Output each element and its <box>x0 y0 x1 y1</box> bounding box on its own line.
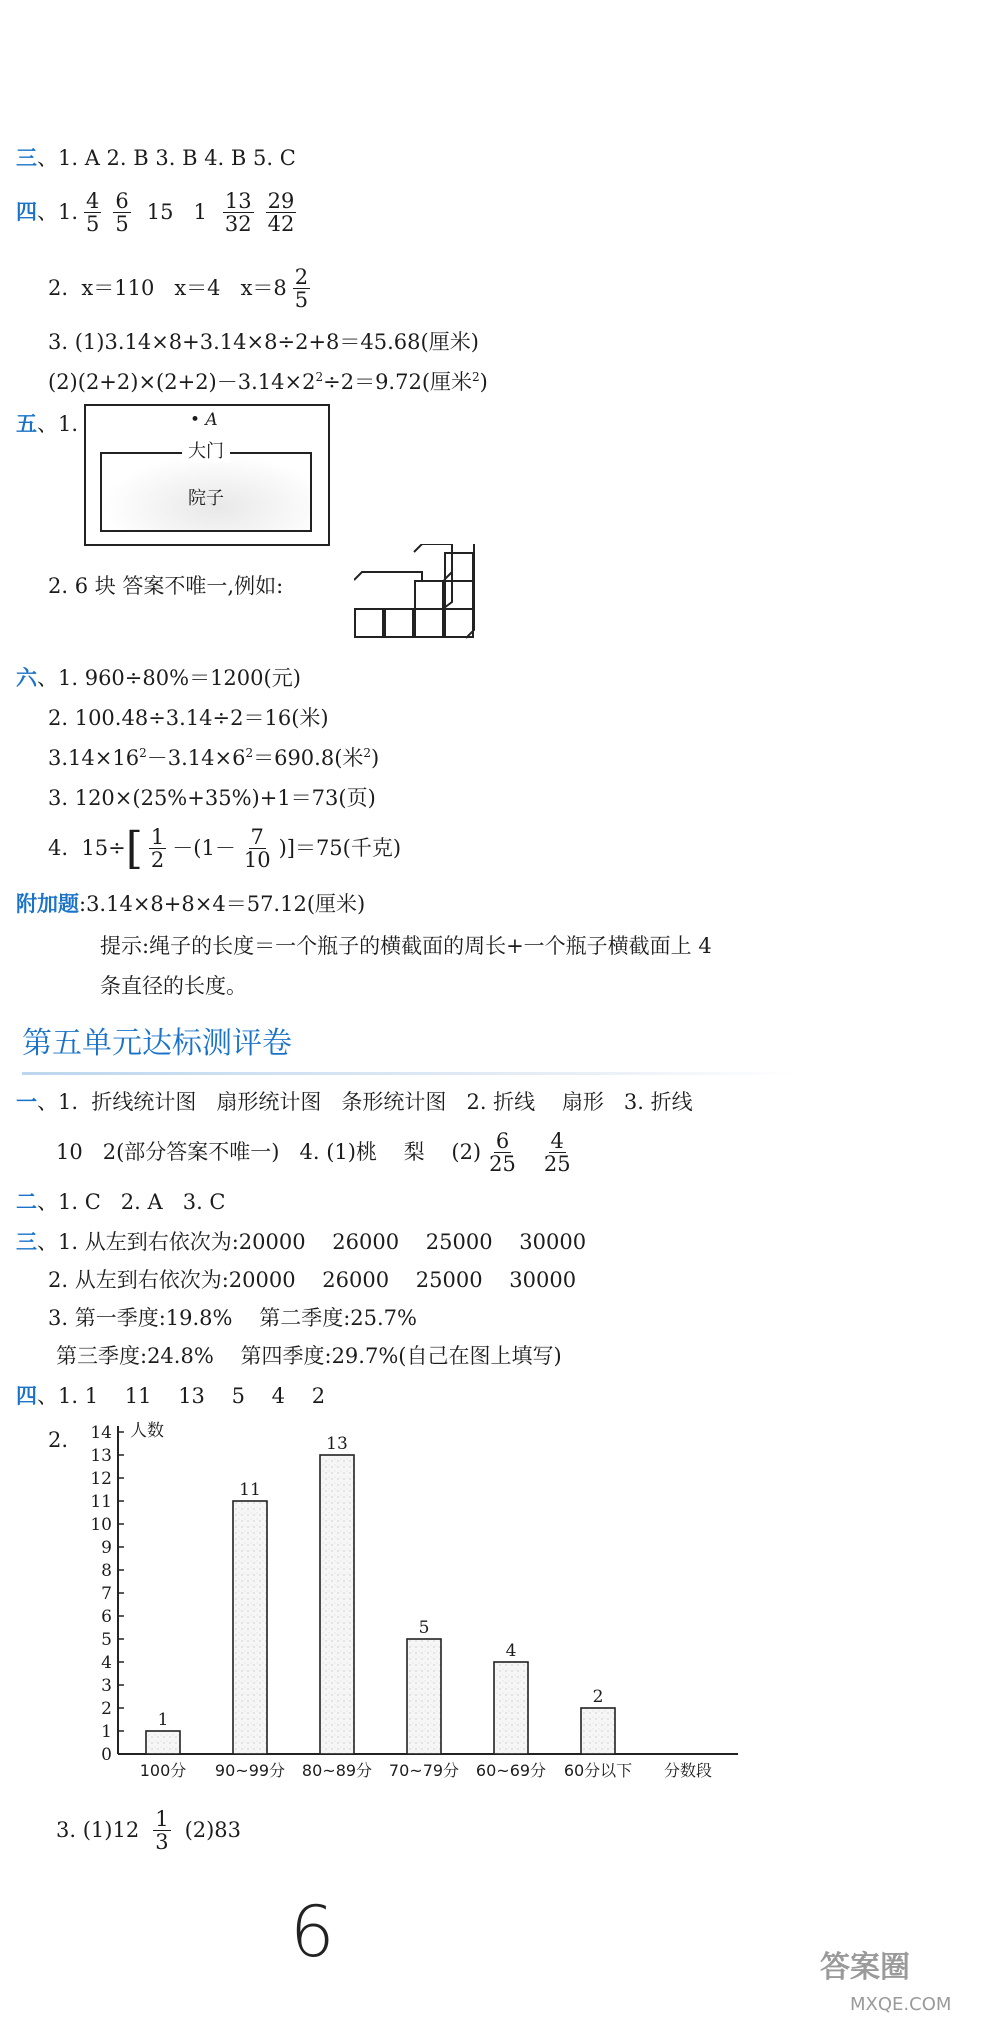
formula-part: (2)(2+2)×(2+2)－3.14×2 <box>48 370 316 394</box>
exponent: 2 <box>139 746 147 760</box>
y-tick-label: 10 <box>90 1515 112 1535</box>
bar <box>233 1501 267 1754</box>
numerator: 1 <box>150 825 165 849</box>
answer-text: 、1. 960÷80%＝1200(元) <box>37 666 301 690</box>
bar <box>581 1708 615 1754</box>
fraction <box>487 1130 518 1175</box>
x-tick-label: 90~99分 <box>214 1761 286 1780</box>
x-tick-label: 80~89分 <box>301 1761 373 1780</box>
y-tick-label: 7 <box>101 1584 112 1604</box>
data-label: 5 <box>418 1618 430 1638</box>
formula-part: ＝690.8(米 <box>253 746 364 770</box>
y-tick-label: 5 <box>101 1630 112 1650</box>
denominator: 5 <box>115 212 129 237</box>
section-label: 三 <box>16 1230 37 1254</box>
section-label: 三 <box>16 146 37 170</box>
section-five-q1 <box>16 412 78 437</box>
data-label: 11 <box>239 1480 261 1500</box>
section-six-q1 <box>16 666 301 691</box>
bar <box>494 1662 528 1754</box>
hint-line-1: 提示:绳子的长度＝一个瓶子的横截面的周长+一个瓶子横截面上 4 <box>100 934 712 958</box>
fraction <box>149 826 166 871</box>
formula-part: －(1－ <box>172 835 236 860</box>
formula-part: －3.14×6 <box>146 746 246 770</box>
formula-part: ) <box>479 370 488 394</box>
data-label: 13 <box>326 1434 348 1454</box>
section-four-q1 <box>16 190 302 235</box>
y-tick-label: 1 <box>101 1722 112 1742</box>
answer-text: 、1. 1 11 13 5 4 2 <box>37 1384 326 1408</box>
unit5-section-two <box>16 1190 226 1215</box>
unit5-section-three-q1 <box>16 1230 586 1255</box>
denominator: 25 <box>489 1152 516 1177</box>
unit5-section-one-line2 <box>56 1130 579 1175</box>
section-label: 六 <box>16 666 37 690</box>
section-label: 五 <box>16 412 37 436</box>
fraction <box>153 1808 170 1853</box>
answer-text: (2)83 <box>184 1817 242 1842</box>
answer-text: 15 1 <box>146 199 207 224</box>
y-tick-label: 2 <box>101 1699 112 1719</box>
section-four-q2 <box>48 266 316 311</box>
y-tick-label: 14 <box>90 1423 112 1443</box>
unit5-section-four-q1 <box>16 1384 325 1409</box>
heading-divider <box>22 1072 802 1075</box>
y-axis-label: 人数 <box>130 1421 164 1441</box>
formula-part: 4. 15÷ <box>48 835 126 860</box>
bar <box>320 1455 354 1754</box>
denominator: 25 <box>543 1152 571 1177</box>
y-tick-label: 11 <box>90 1492 112 1512</box>
bar-chart <box>60 1410 760 1780</box>
x-tick-label: 100分 <box>139 1761 187 1780</box>
denominator: 32 <box>224 212 252 237</box>
fraction <box>113 190 130 235</box>
numerator: 6 <box>495 1129 510 1153</box>
y-tick-label: 9 <box>101 1538 112 1558</box>
unit5-section-four-q2: 2. <box>48 1428 69 1452</box>
numerator: 2 <box>294 265 309 289</box>
denominator: 5 <box>86 212 100 237</box>
question-number: 、1. <box>37 199 79 224</box>
unit5-section-three-q3b: 第三季度:24.8% 第四季度:29.7%(自己在图上填写) <box>56 1344 562 1368</box>
answer-text: :3.14×8+8×4＝57.12(厘米) <box>79 892 366 916</box>
fraction <box>242 826 273 871</box>
exponent: 2 <box>472 370 480 384</box>
watermark-logo: 答案圈 <box>820 1950 910 1985</box>
formula-part: ÷2＝9.72(厘米 <box>323 370 473 394</box>
yard-diagram <box>84 404 330 546</box>
bonus-question <box>16 892 365 917</box>
section-four-q3-line2 <box>48 370 488 395</box>
x-axis-label: 分数段 <box>663 1761 713 1780</box>
x-tick-label: 60~69分 <box>475 1761 547 1780</box>
fraction <box>84 190 101 235</box>
unit5-section-one-line1 <box>16 1090 693 1115</box>
numerator: 6 <box>115 189 129 213</box>
denominator: 42 <box>267 212 295 237</box>
y-tick-label: 6 <box>101 1607 112 1627</box>
section-six-q4 <box>48 822 402 874</box>
y-tick-label: 12 <box>90 1469 112 1489</box>
fraction <box>542 1130 573 1175</box>
exponent: 2 <box>245 746 254 760</box>
x-tick-label: 70~79分 <box>388 1761 460 1780</box>
hint-line-2: 条直径的长度。 <box>100 974 247 998</box>
section-six-q2: 2. 100.48÷3.14÷2＝16(米) <box>48 706 329 730</box>
denominator: 5 <box>294 288 309 313</box>
answer-text: 、1. 折线统计图 扇形统计图 条形统计图 2. 折线 扇形 3. 折线 <box>37 1090 693 1114</box>
numerator: 4 <box>86 189 100 213</box>
section-label: 四 <box>16 1384 37 1408</box>
data-label: 4 <box>505 1641 517 1661</box>
exponent: 2 <box>315 370 324 384</box>
gate-label: 大门 <box>182 441 230 463</box>
denominator: 2 <box>150 848 165 873</box>
fraction <box>266 190 297 235</box>
section-label: 一 <box>16 1090 37 1114</box>
formula-part: ) <box>371 746 380 770</box>
fraction <box>223 190 254 235</box>
exponent: 2 <box>363 746 372 760</box>
data-label: 2 <box>592 1687 604 1707</box>
bar <box>146 1731 180 1754</box>
section-three-row <box>16 146 296 171</box>
section-label: 附加题 <box>16 892 79 916</box>
bar <box>407 1639 441 1754</box>
section-six-q2b <box>48 746 379 771</box>
y-tick-label: 0 <box>101 1745 112 1765</box>
denominator: 3 <box>155 1830 169 1855</box>
x-tick-label: 60分以下 <box>563 1761 633 1780</box>
y-tick-label: 3 <box>101 1676 112 1696</box>
y-tick-label: 4 <box>101 1653 112 1673</box>
formula-part: )]＝75(千克) <box>278 835 402 860</box>
y-tick-label: 8 <box>101 1561 112 1581</box>
yard-label: 院子 <box>188 488 224 509</box>
answer-text: 3. (1)12 <box>56 1817 140 1842</box>
fraction <box>293 266 310 311</box>
section-label: 四 <box>16 199 37 224</box>
watermark-url: MXQE.COM <box>850 1994 952 2015</box>
numerator: 1 <box>155 1807 169 1831</box>
answer-text: 、1. 从左到右依次为:20000 26000 25000 30000 <box>37 1230 587 1254</box>
numerator: 29 <box>267 189 295 213</box>
data-label: 1 <box>157 1710 169 1730</box>
unit5-section-three-q2: 2. 从左到右依次为:20000 26000 25000 30000 <box>48 1268 577 1292</box>
section-label: 二 <box>16 1190 37 1214</box>
numerator: 4 <box>550 1129 564 1153</box>
formula-part: 3.14×16 <box>48 746 140 770</box>
unit-heading: 第五单元达标测评卷 <box>22 1026 292 1061</box>
denominator: 10 <box>243 848 271 873</box>
unit5-section-three-q3a: 3. 第一季度:19.8% 第二季度:25.7% <box>48 1306 417 1330</box>
answer-text: 、1. A 2. B 3. B 4. B 5. C <box>37 146 296 170</box>
page-number: 6 <box>290 1891 335 1973</box>
cube-edges <box>354 544 494 640</box>
section-five-q2: 2. 6 块 答案不唯一,例如: <box>48 574 284 598</box>
numerator: 7 <box>250 825 264 849</box>
answer-text: 10 2(部分答案不唯一) 4. (1)桃 梨 (2) <box>56 1139 482 1164</box>
answer-text: 、1. C 2. A 3. C <box>37 1190 226 1214</box>
point-a: • A <box>190 410 218 430</box>
answer-text: 2. x＝110 x＝4 x＝8 <box>48 275 287 300</box>
section-four-q3-line1: 3. (1)3.14×8+3.14×8÷2+8＝45.68(厘米) <box>48 330 479 354</box>
unit5-section-four-q3 <box>56 1808 241 1853</box>
bracket: [ <box>125 822 143 874</box>
section-six-q3: 3. 120×(25%+35%)+1＝73(页) <box>48 786 376 810</box>
numerator: 13 <box>224 189 252 213</box>
question-number: 、1. <box>37 412 79 436</box>
y-tick-label: 13 <box>90 1446 112 1466</box>
